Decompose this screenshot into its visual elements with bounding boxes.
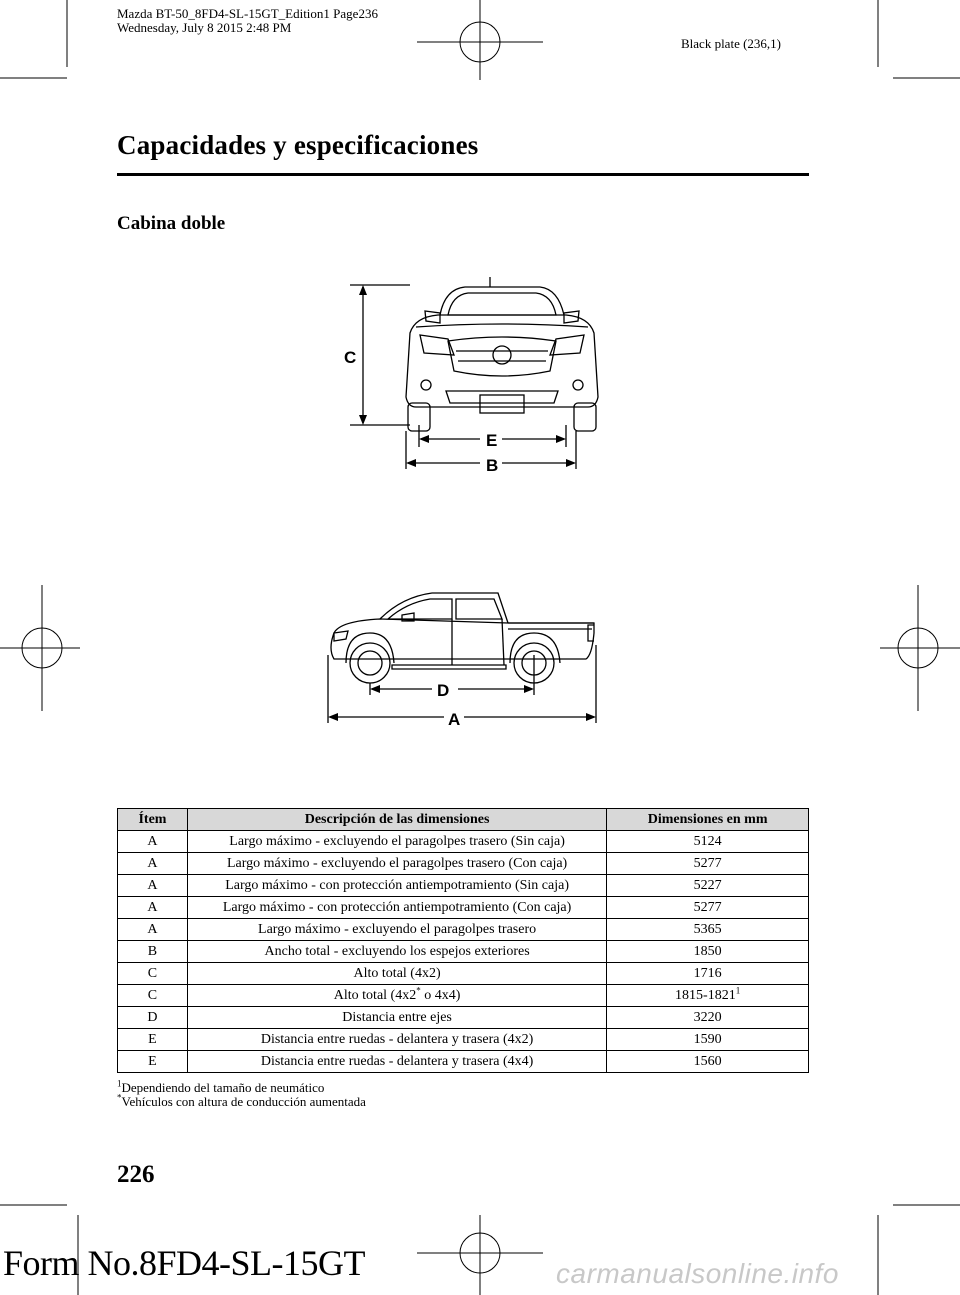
table-row: [118, 941, 809, 963]
description-text: Distancia entre ruedas - delantera y trasera (4x4): [260, 1054, 534, 1069]
watermark: carmanualsonline.info: [556, 1258, 839, 1289]
dimension-value: 1560: [693, 1054, 722, 1069]
cell-dimension: [607, 1007, 809, 1029]
description-text-after: o 4x4): [420, 988, 461, 1003]
section-title: Capacidades y especificaciones: [117, 130, 479, 160]
cell-description: [187, 897, 606, 919]
dimension-superscript: 1: [735, 985, 741, 996]
dimension-value: 5124: [693, 834, 722, 849]
cell-item: A: [118, 897, 188, 919]
label-b: B: [486, 456, 499, 475]
dimension-value: 5277: [693, 900, 722, 915]
description-text: Largo máximo - excluyendo el paragolpes trasero (Con caja): [226, 856, 568, 871]
table-row: [118, 897, 809, 919]
cell-dimension: [607, 853, 809, 875]
footnote-mark: 1: [117, 1078, 122, 1089]
cell-dimension: [607, 963, 809, 985]
column-header-dimension: Dimensiones en mm: [607, 809, 809, 831]
cell-item: B: [118, 941, 188, 963]
cell-description: [187, 963, 606, 985]
label-d: D: [437, 681, 450, 700]
footnote-2: [117, 1092, 366, 1109]
cell-dimension: [607, 985, 809, 1007]
cell-item: C: [118, 963, 188, 985]
cell-item: D: [118, 1007, 188, 1029]
dimension-value: 5365: [693, 922, 722, 937]
column-header-description: Descripción de las dimensiones: [187, 809, 606, 831]
description-text: Largo máximo - excluyendo el paragolpes trasero (Sin caja): [229, 834, 565, 849]
description-text: Distancia entre ruedas - delantera y trasera (4x2): [260, 1032, 534, 1047]
table-row: [118, 919, 809, 941]
cell-description: [187, 853, 606, 875]
cell-dimension: [607, 941, 809, 963]
table-row: [118, 1029, 809, 1051]
description-text: Alto total (4x2): [353, 966, 441, 981]
cell-dimension: [607, 1051, 809, 1073]
table-row: [118, 1007, 809, 1029]
label-e: E: [486, 431, 498, 450]
cell-description: [187, 919, 606, 941]
cell-description: [187, 1051, 606, 1073]
description-text: Largo máximo - excluyendo el paragolpes trasero: [258, 922, 537, 937]
cell-dimension: [607, 875, 809, 897]
plate-label: Black plate (236,1): [681, 36, 781, 51]
subsection-title: Cabina doble: [117, 213, 226, 234]
registration-target-bottom: [417, 1215, 543, 1295]
table-row: [118, 875, 809, 897]
registration-target-right: [880, 585, 960, 711]
print-timestamp: Wednesday, July 8 2015 2:48 PM: [117, 20, 292, 35]
footnote-text: Dependiendo del tamaño de neumático: [121, 1080, 325, 1095]
cell-description: [187, 941, 606, 963]
description-text: Largo máximo - con protección antiempotramiento (Sin caja): [225, 878, 569, 893]
label-a: A: [448, 710, 461, 729]
title-rule: [117, 173, 809, 176]
print-job-name: Mazda BT-50_8FD4-SL-15GT_Edition1 Page236: [117, 6, 378, 21]
description-text: Ancho total - excluyendo los espejos exteriores: [264, 944, 530, 959]
front-view-diagram: [330, 275, 600, 490]
table-row: [118, 831, 809, 853]
cell-item: E: [118, 1051, 188, 1073]
cell-dimension: [607, 897, 809, 919]
dimension-value: 1815-1821: [675, 988, 736, 1003]
cell-dimension: [607, 1029, 809, 1051]
cell-description: [187, 831, 606, 853]
cell-item: A: [118, 875, 188, 897]
cell-item: A: [118, 831, 188, 853]
cell-description: [187, 985, 606, 1007]
dimension-value: 1590: [693, 1032, 722, 1047]
cell-item: A: [118, 853, 188, 875]
table-row: [118, 853, 809, 875]
page-number: 226: [117, 1161, 155, 1188]
description-text: Largo máximo - con protección antiempotramiento (Con caja): [222, 900, 572, 915]
cell-item: A: [118, 919, 188, 941]
column-header-item: Ítem: [118, 809, 188, 831]
table-row: [118, 1051, 809, 1073]
dimension-value: 5227: [693, 878, 722, 893]
cell-description: [187, 1007, 606, 1029]
description-text: Distancia entre ejes: [342, 1010, 452, 1025]
side-view-diagram: [320, 585, 605, 735]
dimensions-table: [117, 808, 809, 1073]
cell-item: C: [118, 985, 188, 1007]
table-row: [118, 985, 809, 1007]
registration-target-left: [0, 585, 80, 711]
cell-item: E: [118, 1029, 188, 1051]
description-superscript: *: [416, 985, 421, 996]
cell-dimension: [607, 831, 809, 853]
form-number: Form No.8FD4-SL-15GT: [3, 1243, 366, 1283]
label-c: C: [344, 348, 357, 367]
cell-description: [187, 875, 606, 897]
table-row: [118, 963, 809, 985]
dimension-value: 3220: [693, 1010, 722, 1025]
footnote-text: Vehículos con altura de conducción aumentada: [121, 1094, 366, 1109]
description-text: Alto total (4x2: [333, 988, 417, 1003]
dimension-value: 1850: [693, 944, 722, 959]
registration-target-top: [417, 0, 543, 80]
dimension-value: 1716: [693, 966, 722, 981]
cell-dimension: [607, 919, 809, 941]
table-header-row: [118, 809, 809, 831]
cell-description: [187, 1029, 606, 1051]
footnote-mark: *: [117, 1092, 122, 1103]
footnote-1: [117, 1078, 325, 1095]
dimension-value: 5277: [693, 856, 722, 871]
